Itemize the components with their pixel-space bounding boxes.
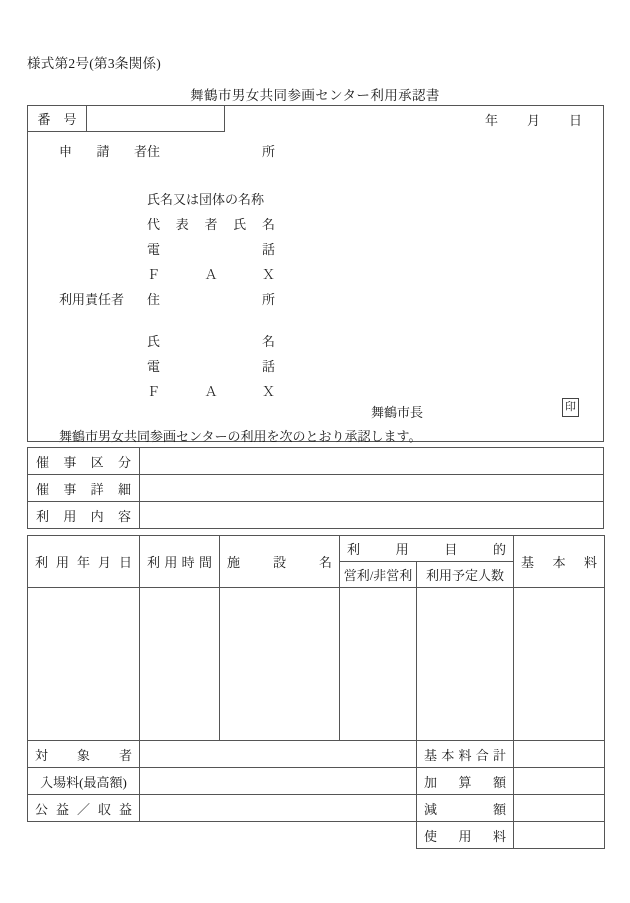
fee-surcharge-value[interactable]: [514, 768, 605, 795]
event-detail-label-text: 催事詳細: [36, 481, 131, 497]
summary-public-profit-label-text: 公益／収益: [35, 801, 132, 817]
usage-table-header-row-1: [28, 536, 605, 562]
header-purpose-people-text: 利用予定人数: [426, 568, 505, 583]
manager-address-row: [59, 286, 275, 311]
issue-date: [485, 106, 587, 132]
number-input[interactable]: [87, 106, 225, 132]
fee-discount-label: [417, 795, 514, 822]
applicant-address-label: 住 所: [147, 144, 275, 159]
manager-name-label: 氏 名: [147, 334, 275, 349]
applicant-tel-label: 電 話: [147, 242, 275, 257]
applicant-address-row: [59, 138, 275, 163]
header-date: [28, 536, 140, 588]
header-purpose-profit: [340, 562, 417, 588]
seal-box-icon: 印: [562, 398, 579, 417]
summary-public-profit-value[interactable]: [140, 795, 417, 822]
manager-fax-label: Ｆ Ａ Ｘ: [147, 384, 275, 399]
summary-row-usage-fee: [28, 822, 605, 849]
summary-admission-label: [28, 768, 140, 795]
applicant-name-label: 氏名又は団体の名称: [147, 192, 265, 207]
summary-target-label-text: 対象者: [35, 747, 132, 763]
event-info-block: [27, 447, 604, 529]
applicant-role-label: 申請者: [59, 144, 147, 159]
summary-admission-value[interactable]: [140, 768, 417, 795]
form-number: 様式第2号(第3条関係): [27, 56, 162, 71]
fee-usage-label: [417, 822, 514, 849]
summary-empty-2: [140, 822, 417, 849]
header-purpose-profit-text: 営利/非営利: [343, 568, 413, 583]
summary-public-profit-label: [28, 795, 140, 822]
manager-role-label: 利用責任者: [59, 292, 125, 307]
summary-empty-1: [28, 822, 140, 849]
usage-table: [27, 535, 605, 849]
date-year-label: 年: [485, 112, 499, 128]
summary-target-label: [28, 741, 140, 768]
manager-tel-label: 電 話: [147, 359, 275, 374]
event-detail-label: [28, 475, 140, 501]
summary-target-value[interactable]: [140, 741, 417, 768]
page-title: 舞鶴市男女共同参画センター利用承認書: [190, 88, 440, 103]
header-time-text: 利用時間: [147, 555, 212, 570]
event-detail-value[interactable]: [140, 475, 603, 501]
fee-surcharge-label-text: 加算額: [424, 774, 507, 790]
fee-discount-label-text: 減額: [424, 801, 507, 817]
manager-tel-row: [59, 353, 275, 378]
fee-surcharge-label: [417, 768, 514, 795]
number-label: [28, 106, 87, 132]
fee-usage-label-text: 使用料: [424, 828, 507, 844]
fee-discount-value[interactable]: [514, 795, 605, 822]
header-time: [140, 536, 220, 588]
table-row: [28, 588, 605, 741]
header-facility-text: 施設名: [227, 555, 332, 570]
cell-facility[interactable]: [220, 588, 340, 741]
event-category-row: [28, 448, 603, 475]
applicant-fax-label: Ｆ Ａ Ｘ: [147, 267, 275, 282]
event-detail-row: [28, 475, 603, 502]
header-base-fee-text: 基本料: [521, 555, 598, 570]
header-purpose: [340, 536, 514, 562]
cell-people[interactable]: [417, 588, 514, 741]
header-date-text: 利用年月日: [35, 555, 132, 570]
applicant-rep-label: 代表者氏名: [147, 217, 275, 232]
fee-usage-value[interactable]: [514, 822, 605, 849]
cell-base-fee[interactable]: [514, 588, 605, 741]
mayor-label: 舞鶴市長: [371, 405, 424, 420]
applicant-tel-row: [59, 236, 275, 261]
fee-total-label: [417, 741, 514, 768]
usage-content-value[interactable]: [140, 502, 603, 528]
applicant-name-row: [59, 186, 275, 211]
applicant-block: [27, 105, 604, 442]
header-base-fee: [514, 536, 605, 588]
manager-name-row: [59, 328, 275, 353]
number-label-text: 番 号: [37, 112, 77, 127]
usage-content-label: [28, 502, 140, 528]
usage-content-row: [28, 502, 603, 529]
summary-admission-label-text: 入場料(最高額): [40, 774, 127, 790]
manager-address-label: 住 所: [147, 292, 275, 307]
event-category-label: [28, 448, 140, 474]
summary-row-target: [28, 741, 605, 768]
usage-content-label-text: 利用内容: [36, 508, 131, 524]
fee-total-value[interactable]: [514, 741, 605, 768]
header-purpose-people: [417, 562, 514, 588]
fee-total-label-text: 基本料合計: [424, 747, 507, 763]
header-facility: [220, 536, 340, 588]
approval-sentence: 舞鶴市男女共同参画センターの利用を次のとおり承認します。: [59, 429, 422, 444]
summary-row-admission: [28, 768, 605, 795]
cell-time[interactable]: [140, 588, 220, 741]
event-category-value[interactable]: [140, 448, 603, 474]
date-month-label: 月: [527, 112, 541, 128]
cell-date[interactable]: [28, 588, 140, 741]
mayor-line: [28, 398, 605, 424]
applicant-fax-row: [59, 261, 275, 286]
summary-row-public-profit: [28, 795, 605, 822]
header-purpose-text: 利用目的: [347, 542, 507, 557]
event-category-label-text: 催事区分: [36, 454, 131, 470]
date-day-label: 日: [569, 112, 583, 128]
cell-profit[interactable]: [340, 588, 417, 741]
applicant-rep-row: [59, 211, 275, 236]
